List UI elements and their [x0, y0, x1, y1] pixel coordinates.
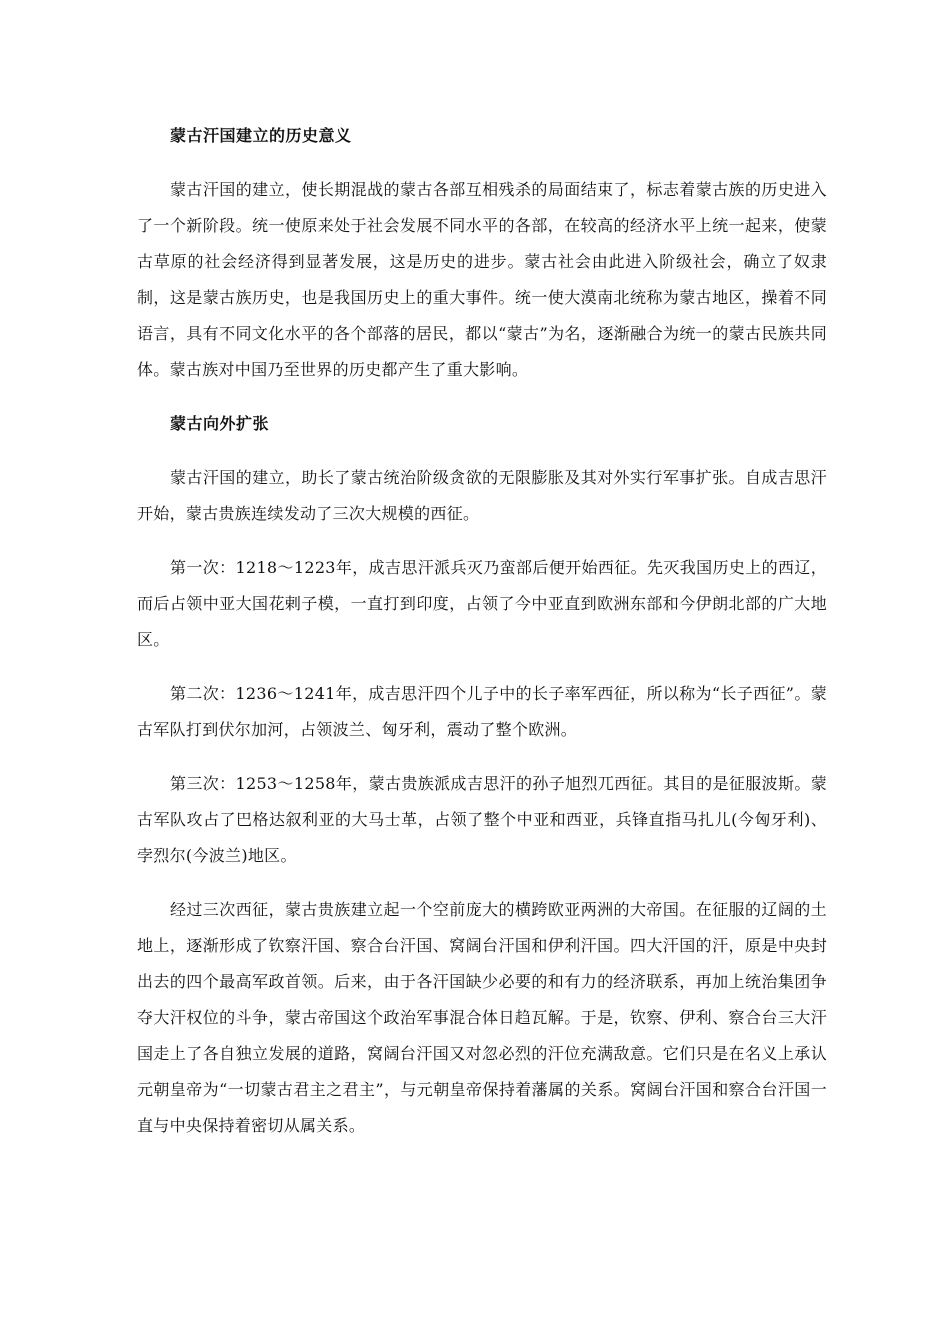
section-heading: 蒙古汗国建立的历史意义	[170, 126, 352, 145]
paragraph: 第一次：1218～1223年，成吉思汗派兵灭乃蛮部后便开始西征。先灭我国历史上的西辽，而后占领中亚大国花剌子模，一直打到印度，占领了今中亚直到欧洲东部和今伊朗北部的广大地区。	[137, 558, 827, 649]
document-page	[137, 118, 827, 1162]
section-heading: 蒙古向外扩张	[170, 414, 270, 433]
paragraph: 第三次：1253～1258年，蒙古贵族派成吉思汗的孙子旭烈兀西征。其目的是征服波斯。蒙古军队攻占了巴格达叙利亚的大马士革，占领了整个中亚和西亚，兵锋直指马扎儿(今匈牙利)、孛烈尔(今波兰)地区。	[137, 774, 827, 865]
paragraph: 第二次：1236～1241年，成吉思汗四个儿子中的长子率军西征，所以称为“长子西征”。蒙古军队打到伏尔加河，占领波兰、匈牙利，震动了整个欧洲。	[137, 684, 827, 739]
paragraph: 蒙古汗国的建立，助长了蒙古统治阶级贪欲的无限膨胀及其对外实行军事扩张。自成吉思汗开始，蒙古贵族连续发动了三次大规模的西征。	[137, 468, 827, 523]
paragraph: 经过三次西征，蒙古贵族建立起一个空前庞大的横跨欧亚两洲的大帝国。在征服的辽阔的土地上，逐渐形成了钦察汗国、察合台汗国、窝阔台汗国和伊利汗国。四大汗国的汗，原是中央封出去的四个最高军政首领。后来，由于各汗国缺少必要的和有力的经济联系，再加上统治集团争夺大汗权位的斗争，蒙古帝国这个政治军事混合体日趋瓦解。于是，钦察、伊利、察合台三大汗国走上了各自独立发展的道路，窝阔台汗国又对忽必烈的汗位充满敌意。它们只是在名义上承认元朝皇帝为“一切蒙古君主之君主”，与元朝皇帝保持着藩属的关系。窝阔台汗国和察合台汗国一直与中央保持着密切从属关系。	[137, 900, 827, 1135]
paragraph: 蒙古汗国的建立，使长期混战的蒙古各部互相残杀的局面结束了，标志着蒙古族的历史进入了一个新阶段。统一使原来处于社会发展不同水平的各部，在较高的经济水平上统一起来，使蒙古草原的社会经济得到显著发展，这是历史的进步。蒙古社会由此进入阶级社会，确立了奴隶制，这是蒙古族历史，也是我国历史上的重大事件。统一使大漠南北统称为蒙古地区，操着不同语言，具有不同文化水平的各个部落的居民，都以“蒙古”为名，逐渐融合为统一的蒙古民族共同体。蒙古族对中国乃至世界的历史都产生了重大影响。	[137, 180, 827, 379]
